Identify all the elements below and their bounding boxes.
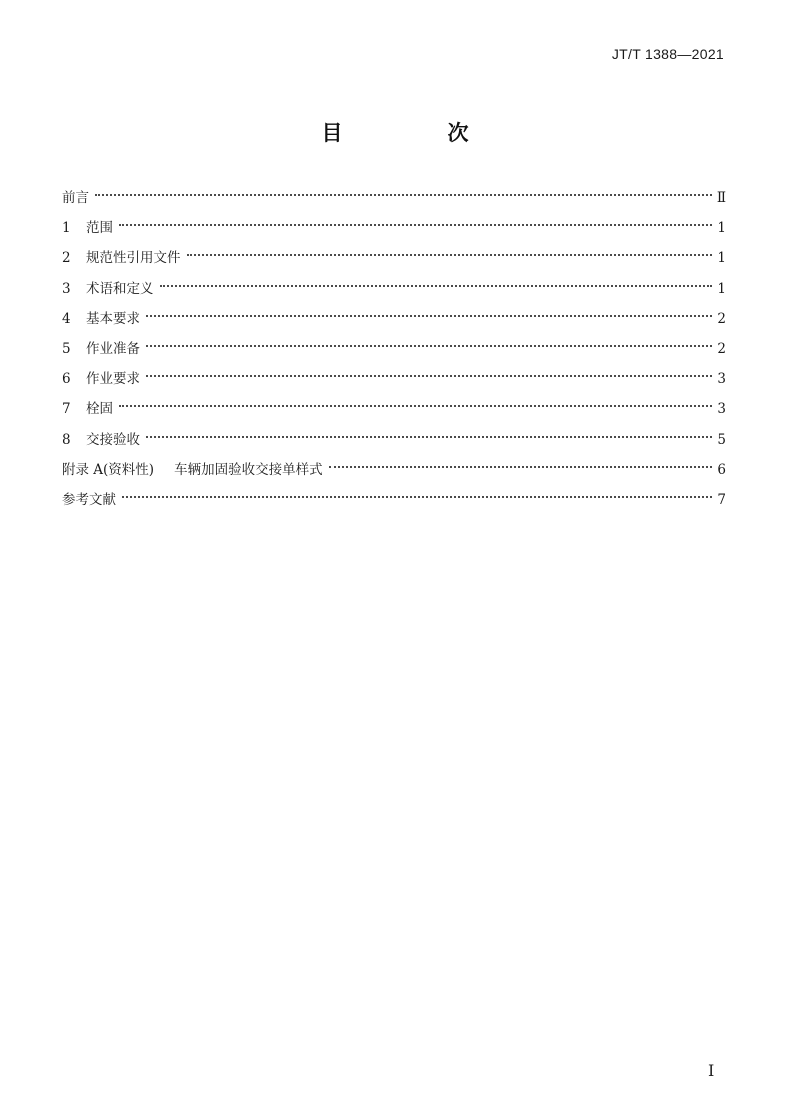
toc-entry-basic-requirements[interactable] [62,304,726,334]
toc-entry-page: 7 [717,491,726,508]
toc-leader-dots [146,343,712,347]
toc-leader-dots [95,192,712,196]
toc-entry-label: 范围 [86,220,113,237]
page-title: 目 次 [321,121,511,145]
toc-entry-label: 作业准备 [86,340,140,357]
toc-entry-foreword[interactable] [62,183,726,213]
toc-entry-number: 2 [62,250,71,267]
toc-entry-label: 术语和定义 [86,280,154,297]
toc-entry-normative-references[interactable] [62,243,726,273]
toc-entry-number: 5 [62,340,71,357]
standard-code: JT/T 1388—2021 [611,46,724,62]
toc-entry-operation-preparation[interactable] [62,334,726,364]
toc-entry-bibliography[interactable] [62,485,726,515]
toc-entry-label: 栓固 [86,401,113,418]
toc-entry-page: 6 [717,461,726,478]
toc-entry-label: 基本要求 [86,310,140,327]
toc-entry-scope[interactable] [62,213,726,243]
toc-entry-handover-acceptance[interactable] [62,425,726,455]
toc-entry-annex-a[interactable] [62,455,726,485]
toc-entry-label: 前言 [62,190,89,206]
toc-entry-label: 参考文献 [62,491,116,508]
toc-entry-number: 6 [62,371,71,388]
toc-entry-page: 1 [717,280,726,297]
toc-leader-dots [122,494,712,498]
toc-leader-dots [146,434,712,438]
page-number: I [708,1061,715,1080]
toc-leader-dots [187,252,713,256]
toc-entry-number: 1 [62,220,71,237]
toc-entry-page: 3 [717,401,726,418]
toc-entry-number: 8 [62,431,71,448]
toc-list [62,183,726,515]
toc-leader-dots [146,313,712,317]
toc-entry-number: 4 [62,310,71,327]
toc-entry-page: Ⅱ [716,190,726,206]
toc-entry-terms-definitions[interactable] [62,274,726,304]
toc-entry-label: 作业要求 [86,371,140,388]
toc-entry-page: 2 [717,310,726,327]
toc-entry-page: 1 [717,220,726,237]
toc-entry-operation-requirements[interactable] [62,364,726,394]
toc-entry-page: 5 [717,431,726,448]
toc-entry-lashing[interactable] [62,394,726,424]
toc-entry-number: 3 [62,280,71,297]
toc-entry-subtitle: 车辆加固验收交接单样式 [174,461,323,478]
toc-entry-page: 3 [717,371,726,388]
toc-entry-label: 交接验收 [86,431,140,448]
toc-leader-dots [146,373,712,377]
toc-entry-label: 规范性引用文件 [86,250,181,267]
toc-leader-dots [119,403,712,407]
toc-leader-dots [160,283,713,287]
toc-entry-label: 附录 A(资料性) [62,461,155,478]
toc-leader-dots [329,464,712,468]
toc-entry-page: 2 [717,340,726,357]
toc-leader-dots [119,222,712,226]
toc-entry-page: 1 [717,250,726,267]
toc-entry-number: 7 [62,401,71,418]
